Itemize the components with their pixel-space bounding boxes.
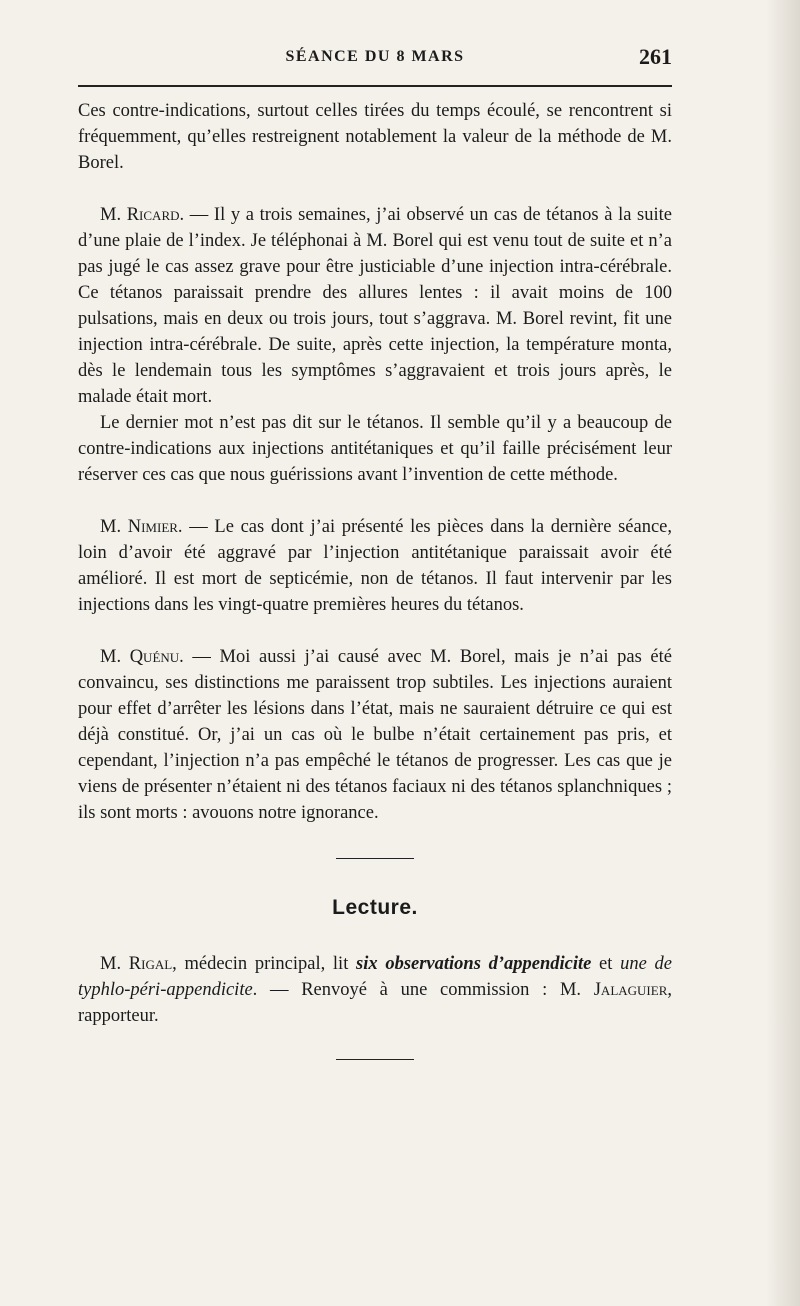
section-title-lecture: Lecture. [332, 896, 418, 919]
page-edge-shadow [766, 0, 800, 1306]
paragraph-lecture [78, 951, 672, 1029]
paragraph-nimier [78, 514, 672, 618]
rapporteur-name: M. Jalaguier [559, 980, 668, 1000]
speaker-ricard: M. Ricard. [100, 205, 185, 225]
running-head: SÉANCE DU 8 MARS [285, 48, 465, 65]
commission-text: . — Renvoyé à une commission : [252, 980, 560, 1000]
speaker-quenu: M. Quénu. [100, 647, 184, 667]
speaker-rigal: M. Rigal [100, 954, 173, 974]
rigal-text: , médecin principal, lit [172, 954, 357, 974]
end-separator [336, 1059, 414, 1060]
paragraph-dernier-mot: Le dernier mot n’est pas dit sur le tétanos. Il semble qu’il y a beaucoup de contre-indications aux injections antitétaniques et qu’il faille précisément leur réserver ces cas que nous guérissions avant l’invention de cette méthode. [78, 413, 672, 485]
speaker-nimier: M. Nimier. [100, 517, 183, 537]
section-separator [336, 858, 414, 859]
header-rule [78, 85, 672, 87]
work-title-typhlo: une de typhlo-péri-appendicite [78, 954, 672, 1000]
nimier-text: — Le cas dont j’ai présenté les pièces dans la dernière séance, loin d’avoir été aggravé par l’injection antitétanique paraissait avoir été amélioré. Il est mort de septicémie, non de tétanos. Il faut intervenir par les injections dans les vingt-quatre premières heures du tétanos. [78, 517, 672, 615]
page-header [78, 44, 672, 74]
paragraph-contre-indications: Ces contre-indications, surtout celles tirées du temps écoulé, se rencontrent si fréquemment, qu’elles restreignent notablement la valeur de la méthode de M. Borel. [78, 101, 672, 173]
connector-text: et [591, 954, 621, 974]
quenu-text: — Moi aussi j’ai causé avec M. Borel, mais je n’ai pas été convaincu, ses distinctions me paraissent trop subtiles. Les injections auraient pour effet d’arrêter les lésions dans l’état, mais ne sauraient détruire ce qui est déjà constitué. Or, j’ai un cas où le bulbe n’était certainement pas pris, et cependant, l’injection n’a pas empêché le tétanos de progresser. Les cas que je viens de présenter n’étaient ni des tétanos faciaux ni des tétanos splanchniques ; ils sont morts : avouons notre ignorance. [78, 647, 672, 823]
paragraph-ricard [78, 202, 672, 410]
paragraph-quenu [78, 644, 672, 826]
work-title-appendicite: six observations d’appendicite [356, 954, 592, 974]
page-number: 261 [639, 44, 672, 69]
rapporteur-text: , rapporteur. [78, 980, 672, 1026]
body-text [78, 98, 672, 1060]
ricard-text: — Il y a trois semaines, j’ai observé un cas de tétanos à la suite d’une plaie de l’index. Je téléphonai à M. Borel qui est venu tout de suite et n’a pas jugé le cas assez grave pour être justiciable d’une injection intra-cérébrale. Ce tétanos paraissait prendre des allures lentes : il avait moins de 100 pulsations, mais en deux ou trois jours, tout s’aggrava. M. Borel revint, fit une injection intra-cérébrale. De suite, après cette injection, la température monta, dès le lendemain tous les symptômes s’aggravaient et trois jours après, le malade était mort. [78, 205, 672, 407]
